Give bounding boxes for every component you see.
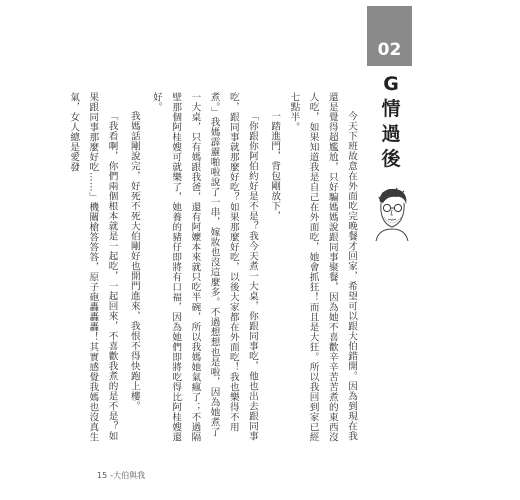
portrait-illustration	[372, 186, 412, 242]
footer-separator: -	[110, 471, 114, 480]
book-title: 大伯與我	[113, 471, 146, 480]
paragraph-2: 一踏進門，背包剛放下，	[269, 111, 281, 222]
page-footer	[97, 470, 145, 481]
paragraph-4: 我媽話剛說完，好死不死大伯剛好也開門進來，我恨不得快跑上樓。	[128, 111, 140, 412]
chapter-number-tab	[367, 6, 412, 66]
paragraph-5: 「我看啊，你們兩個根本就是一起吃，一起回來，不喜歡我煮的是不是？如果跟同事那麼好吃……」機關槍答答答，原子砲轟轟轟！其實感覺我媽也沒真生氣，女人總是愛發	[68, 92, 118, 442]
vertical-body-text	[68, 92, 361, 442]
paragraph-3: 「你跟你阿伯約好是不是？我今天煮一大桌，你跟同事吃，他也出去跟同事吃，跟同事就那麼好吃？如果那麼好吃，以後大家都在外面吃！我也樂得不用煮。」我媽霹靂啪啦說了一串，嫁妝也沒這麼多。不過想想也是啦，因為她煮了一大桌，只有媽跟我爸，還有阿嬤本來就只吃半碗，所以我媽她氣瘋了；不過隔壁那個阿桂嫂可就樂了，她養的豬仔即將有口福，因為她們即將吃得比阿桂嫂還好。	[150, 92, 258, 442]
paragraph-1: 今天下班故意在外面吃完晚餐才回家，希望可以跟大伯錯開。因為到現在我還是覺得超尷尬，只好騙媽媽說跟同事聚餐，因為她不喜歡辛辛苦苦煮的東西沒人吃，如果知道我是自己在外面吃，她會抓狂！而且是大狂。所以我回到家已經七點半。	[288, 92, 357, 442]
chapter-title: G情過後	[381, 73, 401, 170]
chapter-number: 02	[377, 40, 402, 60]
page-number: 15	[97, 471, 108, 480]
